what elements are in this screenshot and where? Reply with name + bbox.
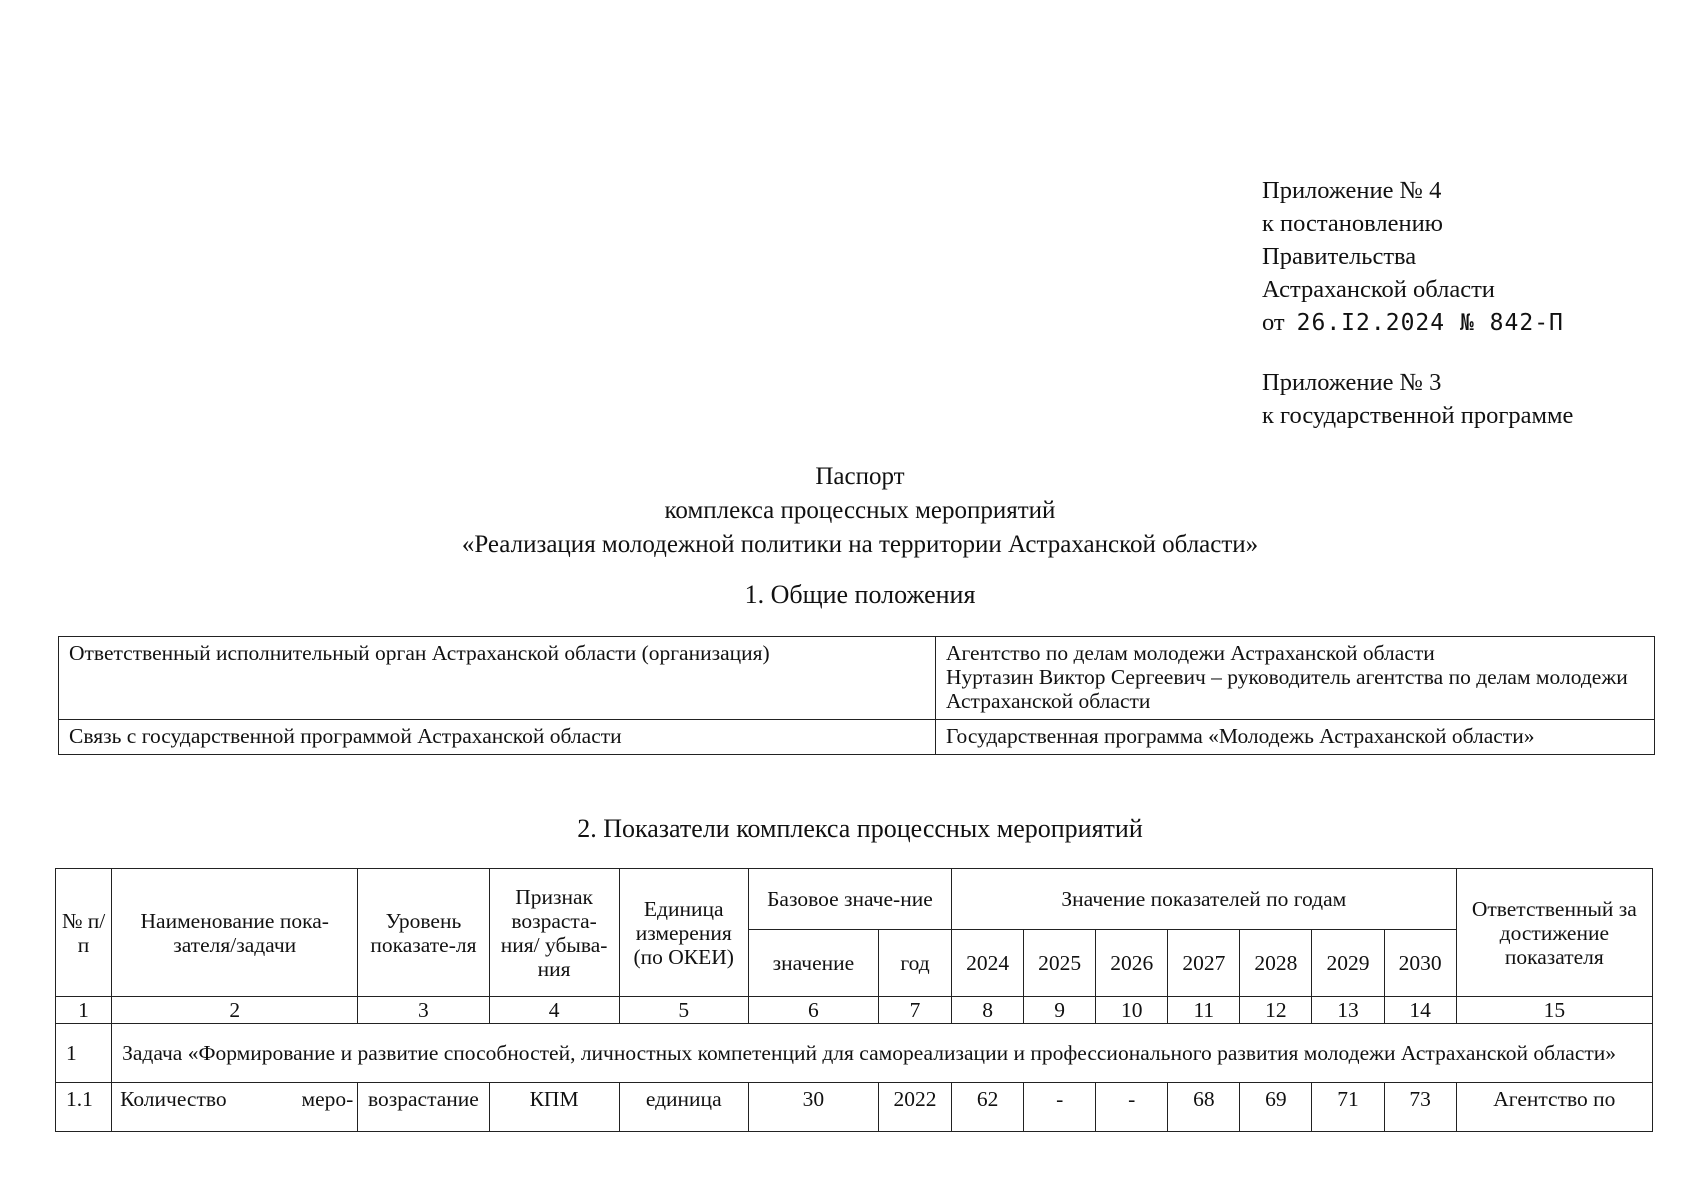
appendix-line: Астраханской области bbox=[1262, 276, 1495, 303]
column-number: 3 bbox=[358, 997, 489, 1024]
header-year: 2028 bbox=[1240, 930, 1312, 997]
title-line: «Реализация молодежной политики на территории Астраханской области» bbox=[461, 531, 1259, 558]
task-num: 1 bbox=[56, 1024, 112, 1083]
indicators-table bbox=[55, 868, 1653, 1132]
column-number: 13 bbox=[1312, 997, 1384, 1024]
appendix-line: к государственной программе bbox=[1262, 402, 1574, 429]
section-heading: 2. Показатели комплекса процессных мероприятий bbox=[577, 814, 1143, 843]
table-cell-label: Связь с государственной программой Астраханской области bbox=[59, 720, 936, 755]
table-row bbox=[56, 1083, 1653, 1132]
column-number: 7 bbox=[878, 997, 951, 1024]
header-year: 2025 bbox=[1024, 930, 1096, 997]
table-cell-value bbox=[936, 720, 1655, 755]
table-cell-value bbox=[936, 637, 1655, 720]
row-value-2027: 68 bbox=[1168, 1083, 1240, 1132]
column-number: 9 bbox=[1024, 997, 1096, 1024]
header-row bbox=[56, 869, 1653, 930]
document-title bbox=[0, 460, 1706, 562]
column-number: 10 bbox=[1096, 997, 1168, 1024]
table-cell-label: Ответственный исполнительный орган Астраханской области (организация) bbox=[59, 637, 936, 720]
column-number: 5 bbox=[619, 997, 748, 1024]
decree-date-number: 26.I2.2024 № 842-П bbox=[1296, 310, 1564, 336]
header-base: Базовое значе-ние bbox=[748, 869, 951, 930]
table-row bbox=[59, 720, 1655, 755]
table-row bbox=[59, 637, 1655, 720]
task-text: Задача «Формирование и развитие способностей, личностных компетенций для самореализации и профессионального развития молодежи Астраханской области» bbox=[112, 1024, 1653, 1083]
column-number: 14 bbox=[1384, 997, 1456, 1024]
title-line: Паспорт bbox=[815, 463, 905, 490]
appendix-line: Приложение № 3 bbox=[1262, 369, 1442, 396]
header-trend: Признак возраста-ния/ убыва-ния bbox=[489, 869, 619, 997]
row-name: Количество меро- bbox=[112, 1083, 358, 1132]
row-trend: возрастание bbox=[358, 1083, 489, 1132]
column-number: 12 bbox=[1240, 997, 1312, 1024]
general-provisions-table bbox=[58, 636, 1655, 755]
column-number-row bbox=[56, 997, 1653, 1024]
header-num: № п/п bbox=[56, 869, 112, 997]
title-line: комплекса процессных мероприятий bbox=[664, 497, 1056, 524]
row-num: 1.1 bbox=[56, 1083, 112, 1132]
spacer bbox=[1262, 340, 1573, 366]
column-number: 11 bbox=[1168, 997, 1240, 1024]
date-prefix: от bbox=[1262, 309, 1285, 336]
row-value-2028: 69 bbox=[1240, 1083, 1312, 1132]
row-base-value: 30 bbox=[748, 1083, 878, 1132]
row-base-year: 2022 bbox=[878, 1083, 951, 1132]
appendix-line: к постановлению bbox=[1262, 210, 1443, 237]
row-responsible: Агентство по bbox=[1456, 1083, 1652, 1132]
row-value-2024: 62 bbox=[952, 1083, 1024, 1132]
appendix-block bbox=[1262, 174, 1573, 432]
column-number: 4 bbox=[489, 997, 619, 1024]
row-value-2030: 73 bbox=[1384, 1083, 1456, 1132]
column-number: 15 bbox=[1456, 997, 1652, 1024]
header-year: 2029 bbox=[1312, 930, 1384, 997]
header-year: 2030 bbox=[1384, 930, 1456, 997]
row-value-2029: 71 bbox=[1312, 1083, 1384, 1132]
appendix-line: Правительства bbox=[1262, 243, 1417, 270]
header-base-year: год bbox=[878, 930, 951, 997]
header-year: 2027 bbox=[1168, 930, 1240, 997]
cell-line: Государственная программа «Молодежь Астраханской области» bbox=[946, 724, 1535, 748]
section-heading: 1. Общие положения bbox=[744, 580, 976, 609]
cell-line: Нуртазин Виктор Сергеевич – руководитель агентства по делам молодежи Астраханской области bbox=[946, 665, 1628, 713]
row-unit: единица bbox=[619, 1083, 748, 1132]
column-number: 8 bbox=[952, 997, 1024, 1024]
appendix-line: Приложение № 4 bbox=[1262, 177, 1442, 204]
header-year: 2026 bbox=[1096, 930, 1168, 997]
header-responsible: Ответственный за достижение показателя bbox=[1456, 869, 1652, 997]
cell-line: Агентство по делам молодежи Астраханской области bbox=[946, 641, 1435, 665]
row-level: КПМ bbox=[489, 1083, 619, 1132]
header-level: Уровень показате-ля bbox=[358, 869, 489, 997]
header-unit: Единица измерения (по ОКЕИ) bbox=[619, 869, 748, 997]
row-value-2026: - bbox=[1096, 1083, 1168, 1132]
header-years-group: Значение показателей по годам bbox=[952, 869, 1457, 930]
column-number: 1 bbox=[56, 997, 112, 1024]
task-row bbox=[56, 1024, 1653, 1083]
column-number: 2 bbox=[112, 997, 358, 1024]
header-year: 2024 bbox=[952, 930, 1024, 997]
decree-date-line bbox=[1262, 306, 1573, 340]
column-number: 6 bbox=[748, 997, 878, 1024]
header-base-value: значение bbox=[748, 930, 878, 997]
header-name: Наименование пока-зателя/задачи bbox=[112, 869, 358, 997]
row-value-2025: - bbox=[1024, 1083, 1096, 1132]
